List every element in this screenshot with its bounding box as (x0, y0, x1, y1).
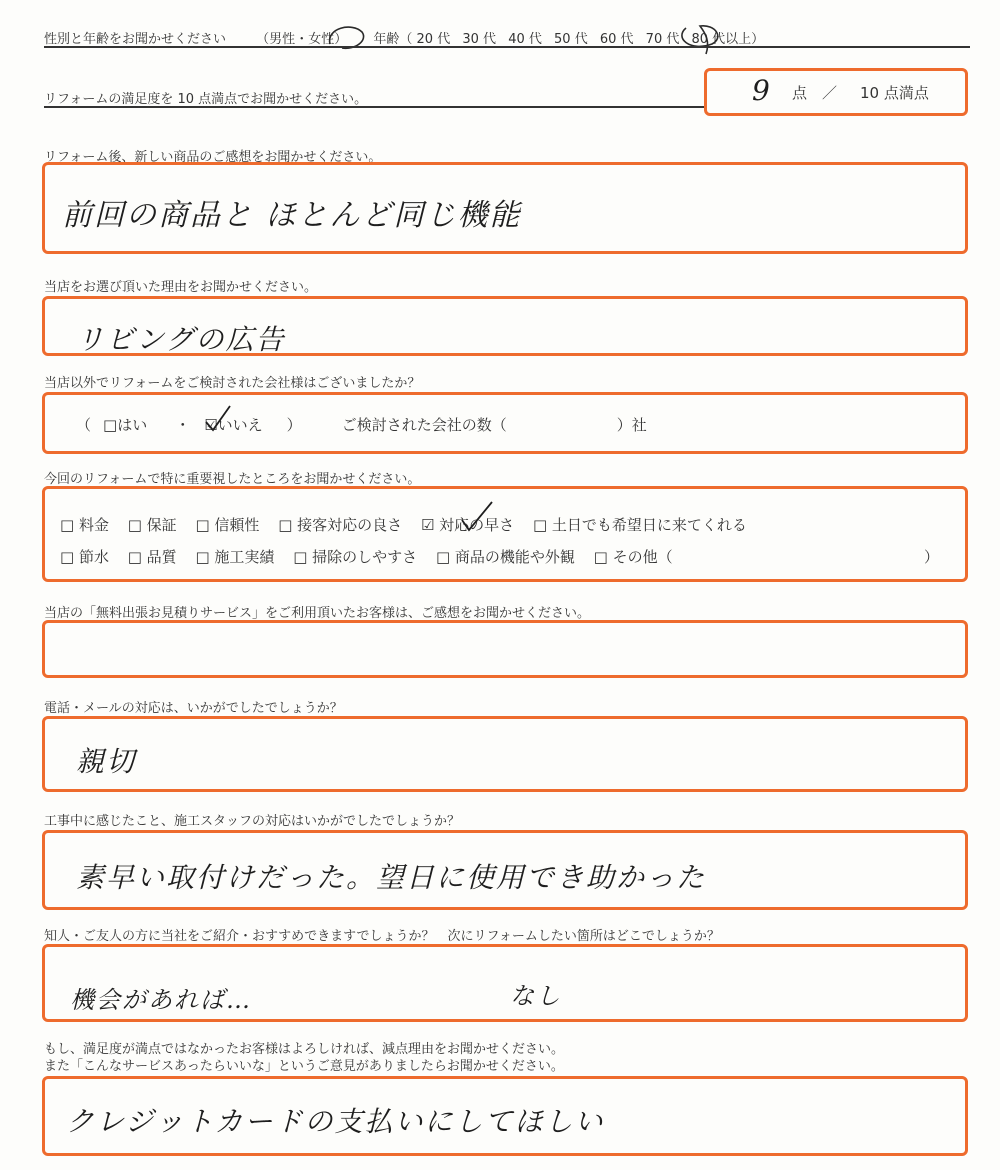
priority-price-checkbox[interactable]: □ 料金 (60, 516, 109, 534)
score-max: 10 点満点 (860, 84, 929, 102)
improve-label-line2: また「こんなサービスあったらいいな」というご意見がありましたらお聞かせください。 (44, 1059, 564, 1074)
no-check-mark (204, 404, 234, 434)
age-option-30[interactable]: 30 代 (462, 32, 497, 47)
gender-age-row (44, 28, 764, 47)
age-option-20[interactable]: 20 代 (416, 32, 451, 47)
gender-separator: ・ (295, 32, 309, 47)
priority-label: 今回のリフォームで特に重要視したところをお聞かせください。 (44, 472, 421, 487)
recommend-label: 知人・ご友人の方に当社をご紹介・おすすめできますでしょうか？ 次にリフォームしたい箇所はどこでしょうか？ (44, 929, 720, 944)
gender-male-option[interactable]: 男性 (269, 32, 296, 47)
priority-track-record-checkbox[interactable]: □ 施工実績 (195, 548, 275, 566)
company-count-suffix: ）社 (616, 416, 647, 434)
satisfaction-underline (44, 106, 704, 108)
reason-label: 当店をお選び頂いた理由をお聞かせください。 (44, 280, 318, 295)
improve-answer: クレジットカードの支払いにしてほしい (66, 1105, 605, 1138)
other-company-open: （ (76, 416, 92, 434)
female-circle-mark (322, 18, 372, 54)
other-company-separator: ・ (175, 416, 191, 434)
priority-service-checkbox[interactable]: □ 接客対応の良さ (278, 516, 403, 534)
construction-label: 工事中に感じたこと、施工スタッフの対応はいかがでしたでしょうか？ (44, 814, 461, 829)
company-count-label: ご検討された会社の数（ (341, 416, 507, 434)
gender-age-underline (44, 46, 970, 48)
estimate-box[interactable] (42, 620, 968, 678)
gender-age-label: 性別と年齢をお聞かせください (44, 32, 227, 47)
other-company-label: 当店以外でリフォームをご検討された会社様はございましたか？ (44, 376, 421, 391)
score-slash: ／ (822, 84, 838, 102)
other-company-yes-checkbox[interactable]: □はい (103, 416, 148, 434)
priority-row-1 (60, 514, 761, 535)
priority-row-2 (60, 546, 687, 567)
age-option-80-plus[interactable]: 80 代以上） (691, 32, 765, 47)
satisfaction-label: リフォームの満足度を 10 点満点でお聞かせください。 (44, 92, 368, 107)
product-impression-answer: 前回の商品と ほとんど同じ機能 (62, 198, 522, 233)
priority-cleaning-checkbox[interactable]: □ 掃除のしやすさ (293, 548, 418, 566)
contact-answer: 親切 (76, 745, 137, 778)
priority-quality-checkbox[interactable]: □ 品質 (127, 548, 177, 566)
estimate-label: 当店の「無料出張お見積りサービス」をご利用頂いたお客様は、ご感想をお聞かせください。 (44, 606, 591, 621)
other-company-close: ） (286, 416, 302, 434)
next-reform-answer: なし (510, 982, 562, 1010)
gender-female-option[interactable]: 女性 (308, 32, 335, 47)
contact-label: 電話・メールの対応は、いかがでしたでしょうか？ (44, 701, 343, 716)
contact-box[interactable] (42, 716, 968, 792)
age-label: 年齢（ (373, 32, 413, 47)
reason-answer: リビングの広告 (76, 323, 286, 356)
recommend-answer: 機会があれば… (70, 986, 252, 1014)
age-option-70[interactable]: 70 代 (645, 32, 680, 47)
score-unit: 点 (792, 84, 808, 102)
priority-reliability-checkbox[interactable]: □ 信頼性 (195, 516, 260, 534)
priority-warranty-checkbox[interactable]: □ 保証 (127, 516, 177, 534)
priority-other-checkbox[interactable]: □ その他（ (593, 548, 673, 566)
construction-answer: 素早い取付けだった。望日に使用でき助かった (76, 861, 707, 894)
satisfaction-score-value: 9 (752, 74, 772, 107)
priority-other-close: ） (924, 548, 940, 566)
other-company-row (76, 414, 661, 435)
other-company-no-checkbox[interactable]: ☑いいえ (204, 416, 263, 434)
age-option-50[interactable]: 50 代 (554, 32, 588, 47)
gender-open: （ (256, 32, 270, 47)
priority-water-checkbox[interactable]: □ 節水 (60, 548, 109, 566)
product-impression-label: リフォーム後、新しい商品のご感想をお聞かせください。 (44, 150, 382, 165)
priority-function-checkbox[interactable]: □ 商品の機能や外観 (435, 548, 575, 566)
age-70-circle-mark (676, 20, 726, 56)
speed-check-mark (458, 500, 494, 534)
age-option-40[interactable]: 40 代 (508, 32, 542, 47)
improve-label-line1: もし、満足度が満点ではなかったお客様はよろしければ、減点理由をお聞かせください。 (44, 1042, 565, 1057)
priority-weekend-checkbox[interactable]: □ 土日でも希望日に来てくれる (532, 516, 747, 534)
priority-speed-checkbox[interactable]: ☑ 対応の早さ (420, 516, 515, 534)
age-option-60[interactable]: 60 代 (599, 32, 634, 47)
gender-close: ） (334, 32, 348, 47)
